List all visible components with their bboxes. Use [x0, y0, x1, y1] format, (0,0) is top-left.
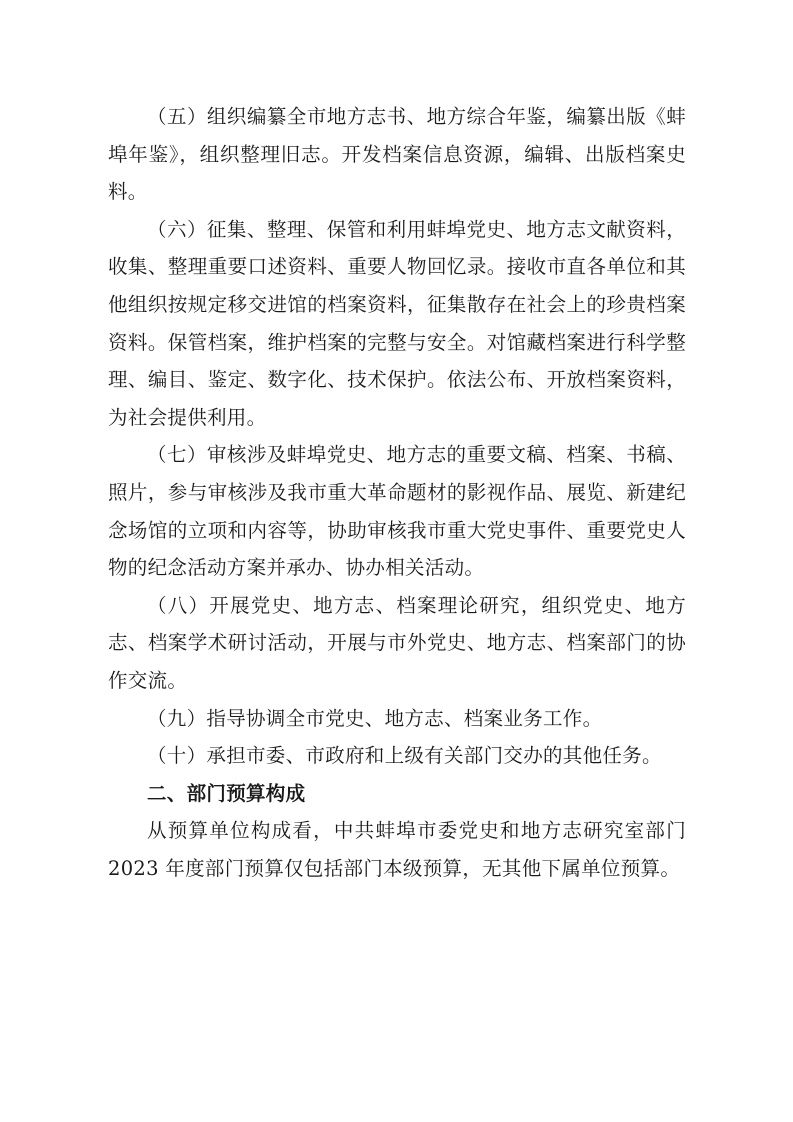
section-heading: 二、部门预算构成	[147, 781, 306, 805]
paragraph-item-5: （五）组织编纂全市地方志书、地方综合年鉴，编纂出版《蚌埠年鉴》，组织整理旧志。开发档案信息资源，编辑、出版档案史料。	[108, 105, 686, 204]
paragraph-item-8: （八）开展党史、地方志、档案理论研究，组织党史、地方志、档案学术研讨活动，开展与市外党史、地方志、档案部门的协作交流。	[108, 593, 686, 692]
paragraph-item-7: （七）审核涉及蚌埠党史、地方志的重要文稿、档案、书稿、照片，参与审核涉及我市重大革命题材的影视作品、展览、新建纪念场馆的立项和内容等，协助审核我市重大党史事件、重要党史人物的纪念活动方案并承办、协办相关活动。	[108, 443, 686, 580]
paragraph-item-6: （六）征集、整理、保管和利用蚌埠党史、地方志文献资料，收集、整理重要口述资料、重要人物回忆录。接收市直各单位和其他组织按规定移交进馆的档案资料，征集散存在社会上的珍贵档案资料。保管档案，维护档案的完整与安全。对馆藏档案进行科学整理、编目、鉴定、数字化、技术保护。依法公布、开放档案资料，为社会提供利用。	[108, 217, 686, 429]
paragraph-item-10: （十）承担市委、市政府和上级有关部门交办的其他任务。	[147, 744, 662, 768]
paragraph-item-9: （九）指导协调全市党史、地方志、档案业务工作。	[147, 706, 603, 730]
document-body	[108, 98, 686, 887]
section-paragraph: 从预算单位构成看，中共蚌埠市委党史和地方志研究室部门 2023 年度部门预算仅包括部门本级预算，无其他下属单位预算。	[108, 819, 686, 880]
